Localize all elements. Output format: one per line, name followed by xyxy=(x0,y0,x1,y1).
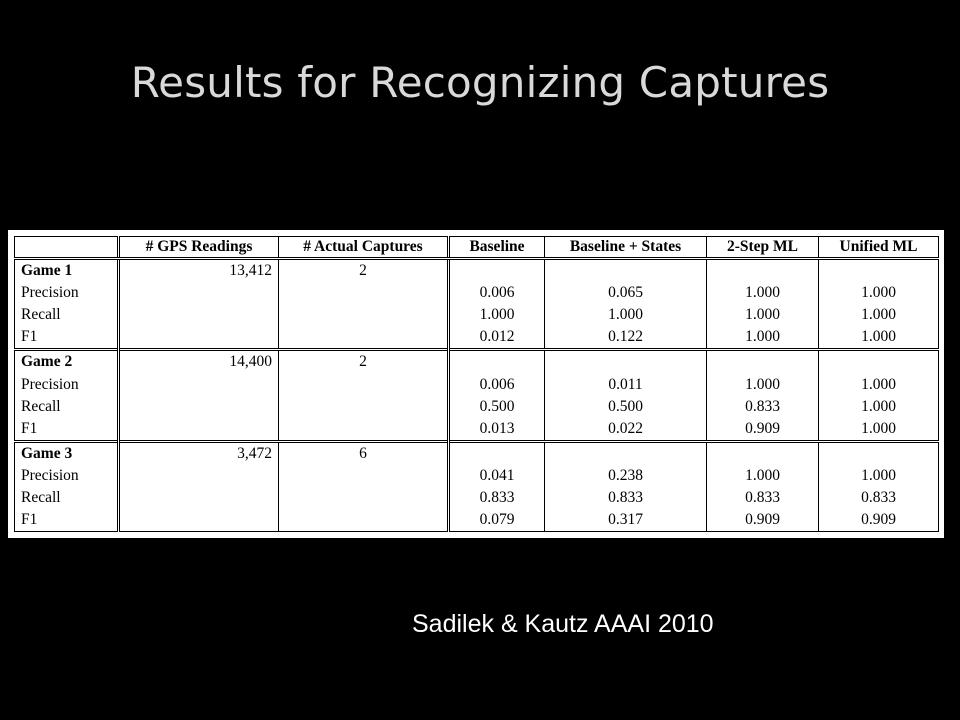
unified-value: 1.000 xyxy=(819,374,939,396)
empty-cell xyxy=(279,282,449,304)
game-name: Game 2 xyxy=(15,350,119,374)
game-name: Game 3 xyxy=(15,441,119,465)
baseline-states-value: 0.238 xyxy=(545,465,707,487)
game-name: Game 1 xyxy=(15,259,119,283)
slide-title: Results for Recognizing Captures xyxy=(130,58,830,107)
empty-cell xyxy=(119,509,279,532)
empty-cell xyxy=(707,350,819,374)
empty-cell xyxy=(707,259,819,283)
unified-value: 0.833 xyxy=(819,487,939,509)
empty-cell xyxy=(119,487,279,509)
two-step-value: 1.000 xyxy=(707,282,819,304)
results-table-panel xyxy=(8,230,944,538)
gps-readings: 3,472 xyxy=(119,441,279,465)
empty-cell xyxy=(449,259,545,283)
empty-cell xyxy=(119,326,279,350)
metric-label: Precision xyxy=(15,374,119,396)
baseline-value: 0.006 xyxy=(449,374,545,396)
baseline-states-value: 0.011 xyxy=(545,374,707,396)
metric-row xyxy=(15,374,939,396)
metric-row xyxy=(15,487,939,509)
two-step-value: 0.833 xyxy=(707,487,819,509)
empty-cell xyxy=(545,259,707,283)
metric-label: F1 xyxy=(15,509,119,532)
two-step-value: 0.909 xyxy=(707,509,819,532)
empty-cell xyxy=(279,396,449,418)
baseline-value: 0.041 xyxy=(449,465,545,487)
two-step-value: 0.833 xyxy=(707,396,819,418)
actual-captures: 6 xyxy=(279,441,449,465)
empty-cell xyxy=(819,350,939,374)
metric-row xyxy=(15,465,939,487)
unified-value: 0.909 xyxy=(819,509,939,532)
game-row xyxy=(15,350,939,374)
unified-value: 1.000 xyxy=(819,396,939,418)
header-two-step-ml: 2-Step ML xyxy=(707,237,819,259)
baseline-states-value: 1.000 xyxy=(545,304,707,326)
empty-cell xyxy=(545,350,707,374)
empty-cell xyxy=(449,441,545,465)
citation: Sadilek & Kautz AAAI 2010 xyxy=(412,610,714,638)
baseline-states-value: 0.065 xyxy=(545,282,707,304)
empty-cell xyxy=(819,259,939,283)
metric-row xyxy=(15,304,939,326)
gps-readings: 13,412 xyxy=(119,259,279,283)
unified-value: 1.000 xyxy=(819,465,939,487)
empty-cell xyxy=(279,374,449,396)
empty-cell xyxy=(279,487,449,509)
empty-cell xyxy=(119,465,279,487)
empty-cell xyxy=(707,441,819,465)
game-row xyxy=(15,441,939,465)
table-header-row xyxy=(15,237,939,259)
empty-cell xyxy=(119,418,279,442)
baseline-states-value: 0.317 xyxy=(545,509,707,532)
empty-cell xyxy=(819,441,939,465)
header-cell-blank xyxy=(15,237,119,259)
header-baseline-states: Baseline + States xyxy=(545,237,707,259)
baseline-value: 0.012 xyxy=(449,326,545,350)
baseline-value: 1.000 xyxy=(449,304,545,326)
empty-cell xyxy=(279,509,449,532)
unified-value: 1.000 xyxy=(819,326,939,350)
header-unified-ml: Unified ML xyxy=(819,237,939,259)
empty-cell xyxy=(279,304,449,326)
gps-readings: 14,400 xyxy=(119,350,279,374)
baseline-value: 0.006 xyxy=(449,282,545,304)
baseline-states-value: 0.022 xyxy=(545,418,707,442)
baseline-states-value: 0.122 xyxy=(545,326,707,350)
empty-cell xyxy=(119,396,279,418)
two-step-value: 0.909 xyxy=(707,418,819,442)
metric-label: F1 xyxy=(15,418,119,442)
empty-cell xyxy=(119,304,279,326)
results-table xyxy=(14,236,939,532)
metric-label: F1 xyxy=(15,326,119,350)
unified-value: 1.000 xyxy=(819,304,939,326)
metric-row xyxy=(15,282,939,304)
baseline-value: 0.013 xyxy=(449,418,545,442)
metric-row xyxy=(15,326,939,350)
baseline-value: 0.079 xyxy=(449,509,545,532)
metric-row xyxy=(15,396,939,418)
two-step-value: 1.000 xyxy=(707,304,819,326)
empty-cell xyxy=(279,465,449,487)
empty-cell xyxy=(449,350,545,374)
metric-row xyxy=(15,509,939,532)
game-row xyxy=(15,259,939,283)
metric-label: Recall xyxy=(15,487,119,509)
baseline-value: 0.500 xyxy=(449,396,545,418)
header-actual-captures: # Actual Captures xyxy=(279,237,449,259)
empty-cell xyxy=(545,441,707,465)
metric-row xyxy=(15,418,939,442)
metric-label: Recall xyxy=(15,396,119,418)
metric-label: Recall xyxy=(15,304,119,326)
unified-value: 1.000 xyxy=(819,418,939,442)
empty-cell xyxy=(119,374,279,396)
header-baseline: Baseline xyxy=(449,237,545,259)
metric-label: Precision xyxy=(15,465,119,487)
baseline-states-value: 0.500 xyxy=(545,396,707,418)
unified-value: 1.000 xyxy=(819,282,939,304)
empty-cell xyxy=(119,282,279,304)
two-step-value: 1.000 xyxy=(707,326,819,350)
two-step-value: 1.000 xyxy=(707,465,819,487)
empty-cell xyxy=(279,418,449,442)
baseline-states-value: 0.833 xyxy=(545,487,707,509)
metric-label: Precision xyxy=(15,282,119,304)
two-step-value: 1.000 xyxy=(707,374,819,396)
baseline-value: 0.833 xyxy=(449,487,545,509)
empty-cell xyxy=(279,326,449,350)
actual-captures: 2 xyxy=(279,259,449,283)
actual-captures: 2 xyxy=(279,350,449,374)
header-gps-readings: # GPS Readings xyxy=(119,237,279,259)
